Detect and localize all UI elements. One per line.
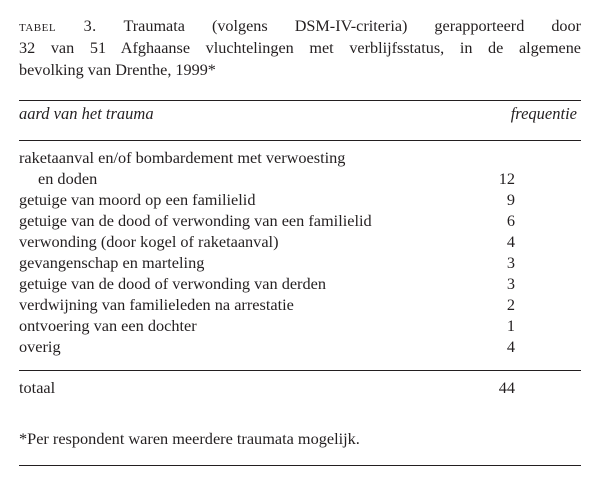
- row-value: 3: [506, 253, 515, 272]
- table-footnote: *Per respondent waren meerdere traumata mogelijk.: [19, 429, 360, 448]
- total-row: [19, 377, 581, 398]
- table-row: [19, 336, 581, 357]
- header-frequency: frequentie: [510, 104, 577, 123]
- caption-line-3: bevolking van Drenthe, 1999*: [19, 61, 216, 79]
- row-label: getuige van de dood of verwonding van een familielid: [19, 211, 372, 230]
- row-label: en doden: [38, 169, 98, 188]
- bottom-rule: [19, 465, 581, 466]
- row-label: verwonding (door kogel of raketaanval): [19, 232, 279, 251]
- row-value: 9: [506, 190, 515, 209]
- table-row: [19, 231, 581, 252]
- header-trauma: aard van het trauma: [19, 104, 154, 123]
- top-rule: [19, 100, 581, 101]
- caption-line-2: 32 van 51 Afghaanse vluchtelingen met verblijfsstatus, in de algemene: [19, 39, 581, 57]
- table-row: [19, 273, 581, 294]
- table-caption: [19, 15, 581, 81]
- row-value: 2: [506, 295, 515, 314]
- total-label: totaal: [19, 378, 56, 397]
- caption-text-1: Traumata (volgens DSM-IV-criteria) gerapporteerd door: [123, 17, 581, 35]
- row-value: 4: [506, 337, 515, 356]
- table-row: [19, 315, 581, 336]
- total-value: 44: [498, 378, 515, 397]
- row-label: gevangenschap en marteling: [19, 253, 205, 272]
- table-row: [19, 168, 581, 189]
- row-value: 6: [506, 211, 515, 230]
- row-label: overig: [19, 337, 61, 356]
- header-rule: [19, 140, 581, 141]
- row-label: raketaanval en/of bombardement met verwoesting: [19, 148, 346, 167]
- row-value: 4: [506, 232, 515, 251]
- table-row: [19, 252, 581, 273]
- row-value: 12: [498, 169, 515, 188]
- row-value: 1: [506, 316, 515, 335]
- row-label: getuige van moord op een familielid: [19, 190, 256, 209]
- table-row: [19, 294, 581, 315]
- table-row: [19, 210, 581, 231]
- total-rule: [19, 370, 581, 371]
- row-value: 3: [506, 274, 515, 293]
- row-label: ontvoering van een dochter: [19, 316, 197, 335]
- caption-line-1: [19, 15, 581, 37]
- row-label: getuige van de dood of verwonding van derden: [19, 274, 326, 293]
- row-label: verdwijning van familieleden na arrestatie: [19, 295, 294, 314]
- table-row: [19, 189, 581, 210]
- caption-label: tabel 3.: [19, 17, 97, 35]
- table-row: [19, 147, 581, 168]
